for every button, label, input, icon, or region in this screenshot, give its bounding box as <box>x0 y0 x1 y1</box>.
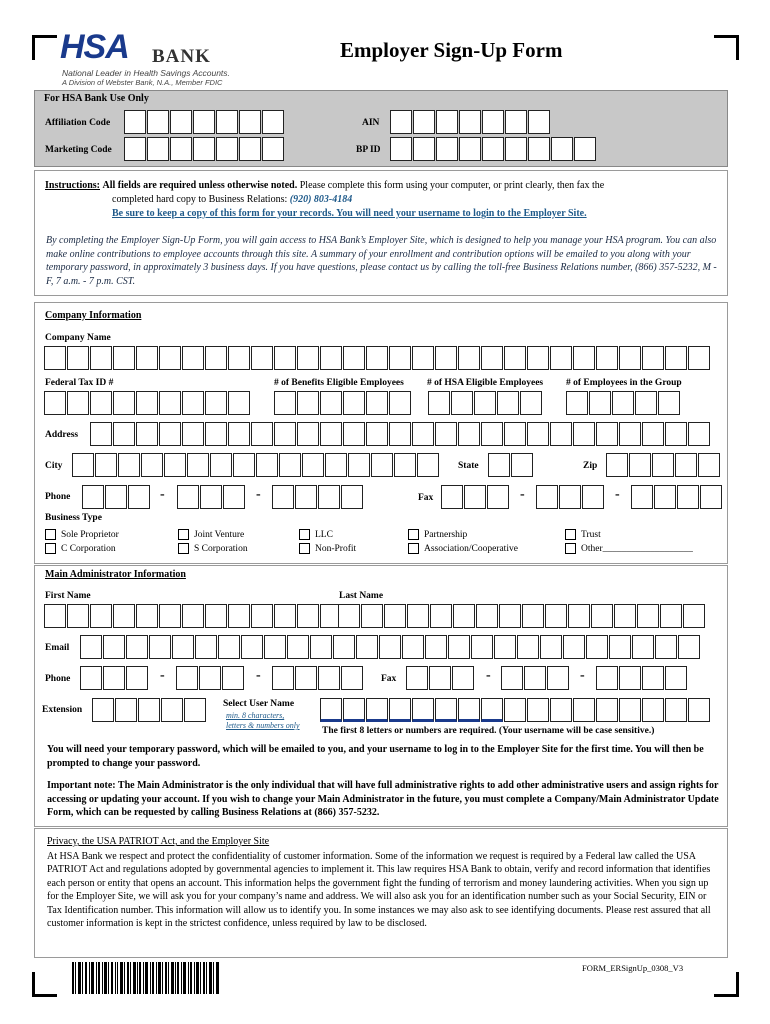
marketing-code-boxes[interactable] <box>124 137 285 161</box>
association-label: Association/Cooperative <box>424 543 518 554</box>
benefits-eligible-boxes[interactable] <box>274 391 412 415</box>
dash: - <box>486 668 491 683</box>
admin-phone-area-boxes[interactable] <box>80 666 149 690</box>
instructions-text: Please complete this form using your computer, or print clearly, then fax the <box>299 180 605 191</box>
form-id: FORM_ERSignUp_0308_V3 <box>582 963 684 973</box>
association-checkbox[interactable] <box>408 543 518 554</box>
employees-in-group-label: # of Employees in the Group <box>566 378 682 388</box>
dash: - <box>580 668 585 683</box>
email-boxes[interactable] <box>80 635 701 659</box>
employer-site-description: By completing the Employer Sign-Up Form, you will gain access to HSA Bank’s Employer Site, which is designed to help you manage your HSA program. You can also make online contributions to employee accounts through this site. A summary of your enrollment and contribution options will be emailed to you along with your temporary password, in approximately 3 business days. If you have questions, please contact us by calling the toll-free Business Relations number, (866) 357-5232, M - F, 7 a.m. - 7 p.m. CST. <box>46 235 717 287</box>
other-checkbox[interactable] <box>565 543 693 554</box>
partnership-label: Partnership <box>424 529 468 540</box>
first-name-label: First Name <box>45 591 91 601</box>
dash: - <box>160 487 165 502</box>
dash: - <box>256 668 261 683</box>
non-profit-label: Non-Profit <box>315 543 357 554</box>
important-note: Important note: The Main Administrator is the only individual that will have full administrative rights to add other administrative users and assign rights for accessing or updating your account. If you wish to change your Main Administrator in the future, you must complete a Company/Main Administrator Update Form, which can be requested by calling Business Relations at (866) 357-5232. <box>47 780 719 818</box>
trust-checkbox[interactable] <box>565 529 601 540</box>
company-fax-label: Fax <box>418 493 434 503</box>
username-boxes[interactable] <box>320 698 711 722</box>
last-name-boxes[interactable] <box>338 604 706 628</box>
logo-hsa: HSA <box>60 28 129 66</box>
corner-mark-bottom-right <box>714 972 739 997</box>
affiliation-code-label: Affiliation Code <box>45 118 111 128</box>
form-title: Employer Sign-Up Form <box>340 38 563 62</box>
admin-fax-prefix-boxes[interactable] <box>501 666 570 690</box>
fax-number: (920) 803-4184 <box>289 194 353 205</box>
trust-label: Trust <box>581 529 601 540</box>
company-fax-prefix-boxes[interactable] <box>536 485 605 509</box>
s-corporation-checkbox[interactable] <box>178 543 248 554</box>
instructions-line1 <box>45 180 604 191</box>
address-label: Address <box>45 430 79 440</box>
employees-in-group-boxes[interactable] <box>566 391 681 415</box>
affiliation-code-boxes[interactable] <box>124 110 285 134</box>
marketing-code-label: Marketing Code <box>45 145 112 155</box>
ain-label: AIN <box>362 118 380 128</box>
benefits-eligible-label: # of Benefits Eligible Employees <box>274 378 404 388</box>
company-fax-line-boxes[interactable] <box>631 485 723 509</box>
company-heading: Company Information <box>45 310 142 321</box>
instructions-text2: completed hard copy to Business Relations: <box>112 194 288 205</box>
state-label: State <box>458 461 479 471</box>
city-label: City <box>45 461 63 471</box>
barcode <box>72 962 220 994</box>
password-note: You will need your temporary password, which will be emailed to you, and your username to log in to the Employer Site for the first time. You will then be prompted to change your password. <box>47 744 704 769</box>
sole-proprietor-label: Sole Proprietor <box>61 529 119 540</box>
company-phone-prefix-boxes[interactable] <box>177 485 246 509</box>
company-phone-label: Phone <box>45 492 71 502</box>
admin-fax-label: Fax <box>381 674 397 684</box>
hsa-eligible-label: # of HSA Eligible Employees <box>427 378 544 388</box>
ain-boxes[interactable] <box>390 110 551 134</box>
company-name-boxes[interactable] <box>44 346 711 370</box>
admin-fax-line-boxes[interactable] <box>596 666 688 690</box>
hsa-eligible-boxes[interactable] <box>428 391 543 415</box>
corner-mark-top-right <box>714 35 739 60</box>
sole-proprietor-checkbox[interactable] <box>45 529 119 540</box>
business-type-label: Business Type <box>45 513 102 523</box>
privacy-heading: Privacy, the USA PATRIOT Act, and the Employer Site <box>47 836 270 847</box>
address-boxes[interactable] <box>90 422 711 446</box>
dash: - <box>615 487 620 502</box>
zip-boxes[interactable] <box>606 453 721 477</box>
username-rule: The first 8 letters or numbers are required. (Your username will be case sensitive.) <box>322 726 655 736</box>
corner-mark-top-left <box>32 35 57 60</box>
state-boxes[interactable] <box>488 453 534 477</box>
llc-checkbox[interactable] <box>299 529 333 540</box>
dash: - <box>160 668 165 683</box>
hsa-bank-logo <box>60 28 250 90</box>
logo-bank: BANK <box>152 46 211 67</box>
extension-label: Extension <box>42 705 83 715</box>
first-name-boxes[interactable] <box>44 604 343 628</box>
llc-label: LLC <box>315 529 333 540</box>
admin-phone-prefix-boxes[interactable] <box>176 666 245 690</box>
internal-use-heading: For HSA Bank Use Only <box>44 93 149 104</box>
extension-boxes[interactable] <box>92 698 207 722</box>
bp-id-boxes[interactable] <box>390 137 597 161</box>
bp-id-label: BP ID <box>356 145 381 155</box>
zip-label: Zip <box>583 461 598 471</box>
select-username-label: Select User Name <box>223 699 295 709</box>
email-label: Email <box>45 643 70 653</box>
joint-venture-checkbox[interactable] <box>178 529 244 540</box>
company-fax-area-boxes[interactable] <box>441 485 510 509</box>
instructions-label: Instructions: <box>45 180 101 191</box>
other-label: Other___________________ <box>581 543 693 554</box>
dash: - <box>256 487 261 502</box>
admin-heading: Main Administrator Information <box>45 569 186 580</box>
admin-phone-label: Phone <box>45 674 71 684</box>
admin-phone-line-boxes[interactable] <box>272 666 364 690</box>
company-name-label: Company Name <box>45 333 111 343</box>
federal-tax-id-label: Federal Tax ID # <box>45 378 114 388</box>
username-hint-2: letters & numbers only <box>226 721 300 730</box>
city-boxes[interactable] <box>72 453 440 477</box>
instructions-line2 <box>112 194 352 205</box>
federal-tax-id-boxes[interactable] <box>44 391 251 415</box>
company-phone-line-boxes[interactable] <box>272 485 364 509</box>
joint-venture-label: Joint Venture <box>194 529 245 540</box>
company-phone-area-boxes[interactable] <box>82 485 151 509</box>
corner-mark-bottom-left <box>32 972 57 997</box>
last-name-label: Last Name <box>339 591 384 601</box>
instructions-bold: All fields are required unless otherwise noted. <box>102 180 298 191</box>
s-corporation-label: S Corporation <box>194 543 248 554</box>
admin-fax-area-boxes[interactable] <box>406 666 475 690</box>
dash: - <box>520 487 525 502</box>
partnership-checkbox[interactable] <box>408 529 467 540</box>
username-hint-1: min. 8 characters, <box>226 711 285 720</box>
non-profit-checkbox[interactable] <box>299 543 356 554</box>
c-corporation-label: C Corporation <box>61 543 116 554</box>
logo-division: A Division of Webster Bank, N.A., Member FDIC <box>62 78 223 87</box>
privacy-text: At HSA Bank we respect and protect the confidentiality of customer information. Some of the information we request is required by a Federal law called the USA PATRIOT Act and regulations adopted by governmental agencies to implement it. This law requires HSA Bank to obtain, verify and record information that identifies each person or entity that opens an account. This information helps the government fight the funding of terrorism and money laundering activities. When you sign up for the Employer Site, we will ask you for your company’s name and address. We will also ask you for an identification number such as your Social Security, EIN or Tax Identification number. This information will allow us to identify you. In some instances we may also ask to see identifying documents. Please rest assured that all customer information is kept in the strictest confidence, unless required by law to be disclosed. <box>47 851 711 930</box>
c-corporation-checkbox[interactable] <box>45 543 116 554</box>
keep-copy-note: Be sure to keep a copy of this form for your records. You will need your username to login to the Employer Site. <box>112 208 587 219</box>
logo-tagline: National Leader in Health Savings Accounts. <box>62 68 230 78</box>
